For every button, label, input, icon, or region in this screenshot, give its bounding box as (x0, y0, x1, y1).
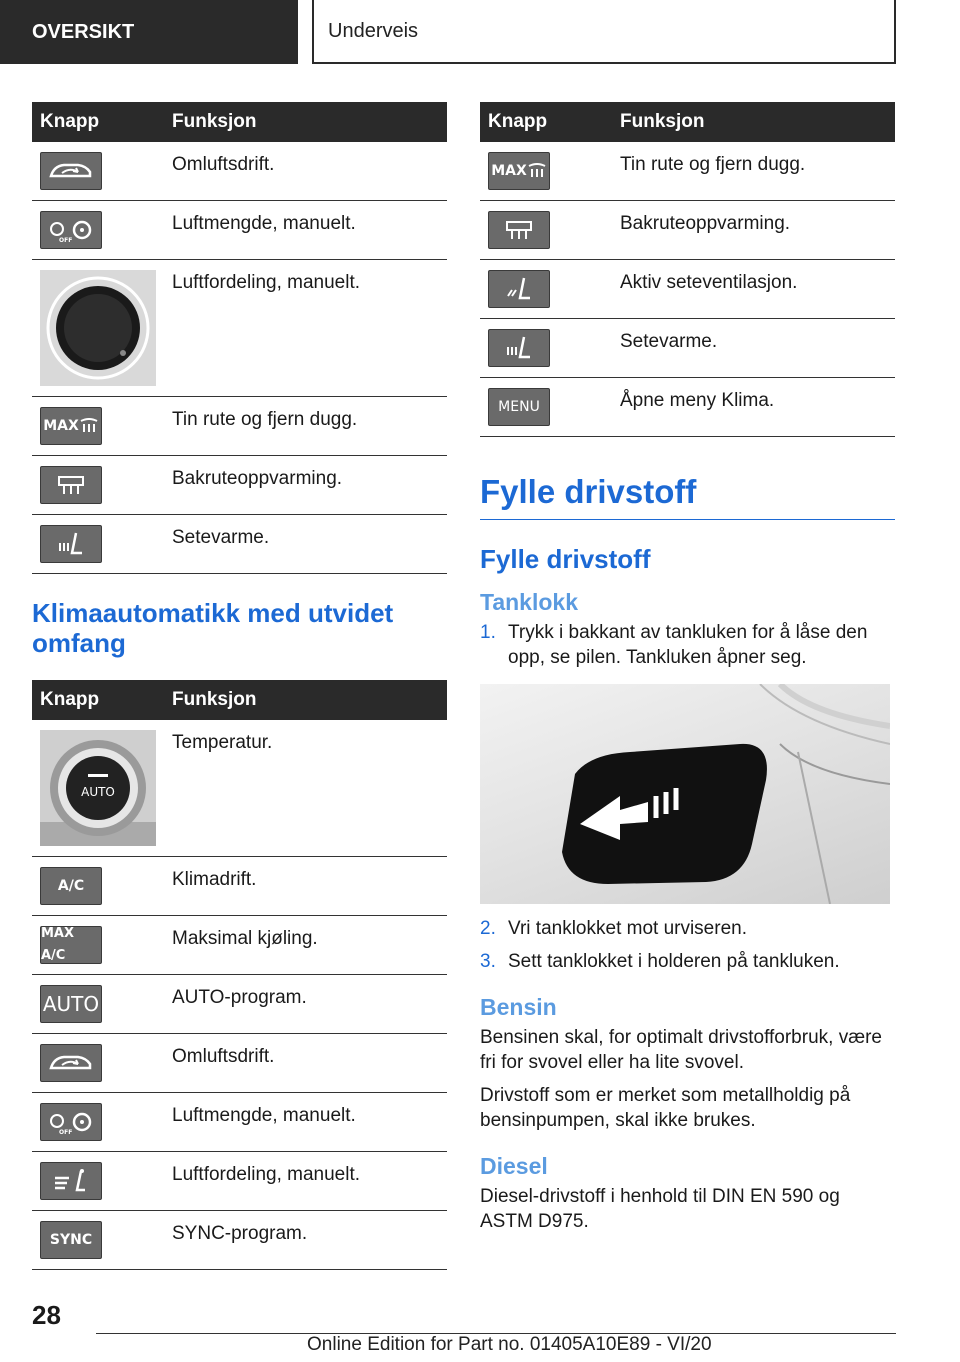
table-row (480, 201, 895, 260)
column-header-function: Funksjon (610, 102, 895, 142)
footer-edition: Online Edition for Part no. 01405A10E89 - VI/20 (307, 1334, 712, 1355)
step-text: Sett tanklokket i holderen på tankluken. (508, 951, 840, 972)
column-header-button: Knapp (480, 102, 610, 142)
extended-climate-table (32, 680, 447, 1270)
function-text: Tin rute og fjern dugg. (610, 142, 895, 201)
table-row (32, 916, 447, 975)
table-row (32, 456, 447, 515)
right-column (480, 102, 895, 1234)
auto-label: AUTO (81, 785, 115, 799)
table-row (32, 1211, 447, 1270)
max-defrost-icon (488, 152, 550, 190)
column-header-function: Funksjon (162, 680, 447, 720)
seat-ventilation-icon (488, 270, 550, 308)
subsection-heading-fuel-cap: Tanklokk (480, 589, 578, 615)
table-row (32, 515, 447, 574)
max-ac-button-icon (40, 926, 102, 964)
table-row (480, 319, 895, 378)
function-text: Maksimal kjøling. (162, 916, 447, 975)
table-row (32, 720, 447, 857)
steps-list-continued (480, 916, 895, 974)
recirculation-icon (40, 152, 102, 190)
column-header-function: Funksjon (162, 102, 447, 142)
table-row (32, 1093, 447, 1152)
table-row (32, 975, 447, 1034)
section-heading: Fylle drivstoff (480, 544, 651, 574)
function-text: Omluftsdrift. (162, 142, 447, 201)
step-number: 1. (480, 622, 496, 643)
menu-button-icon (488, 388, 550, 426)
function-text: Luftfordeling, manuelt. (162, 260, 447, 397)
function-text: Luftmengde, manuelt. (162, 201, 447, 260)
table-row (32, 857, 447, 916)
rear-defrost-icon (40, 466, 102, 504)
tab-section-label: Underveis (328, 19, 419, 42)
max-label: MAX (43, 418, 79, 434)
function-text: Bakruteoppvarming. (610, 201, 895, 260)
step-text: Trykk i bakkant av tankluken for å låse den opp, se pilen. Tankluken åpner seg. (508, 622, 868, 668)
auto-label: AUTO (42, 992, 100, 1016)
table-row (32, 1034, 447, 1093)
table-row (32, 260, 447, 397)
table-header-row (32, 680, 447, 720)
chapter-heading: Fylle drivstoff (480, 473, 895, 520)
paragraph: Drivstoff som er merket som metallholdig på bensinpumpen, skal ikke brukes. (480, 1085, 851, 1131)
subsection-heading-petrol: Bensin (480, 994, 557, 1020)
seat-heating-icon (488, 329, 550, 367)
rear-defrost-icon (488, 211, 550, 249)
paragraph: Diesel-drivstoff i henhold til DIN EN 590 og ASTM D975. (480, 1186, 840, 1232)
table-row (480, 378, 895, 437)
fan-speed-icon (40, 211, 102, 249)
svg-text:OFF: OFF (59, 237, 73, 243)
ac-label: A/C (57, 878, 85, 894)
column-header-button: Knapp (32, 680, 162, 720)
function-text: Aktiv seteventilasjon. (610, 260, 895, 319)
subsection-heading-diesel: Diesel (480, 1153, 548, 1179)
function-text: SYNC-program. (162, 1211, 447, 1270)
table-row (32, 142, 447, 201)
max-label: MAX (491, 163, 527, 179)
menu-label: MENU (498, 399, 540, 415)
tab-overview[interactable] (0, 0, 298, 64)
max-ac-label: MAX A/C (41, 926, 75, 963)
function-text: Luftmengde, manuelt. (162, 1093, 447, 1152)
function-text: Omluftsdrift. (162, 1034, 447, 1093)
function-text: Temperatur. (162, 720, 447, 857)
steps-list (480, 620, 895, 670)
function-text: Klimadrift. (162, 857, 447, 916)
function-text: Åpne meny Klima. (610, 378, 895, 437)
air-distribution-icon (40, 1162, 102, 1200)
paragraph: Bensinen skal, for optimalt drivstofforbruk, være fri for svovel eller ha lite svovel. (480, 1027, 882, 1073)
seat-heating-icon (40, 525, 102, 563)
tab-section[interactable] (312, 0, 896, 64)
max-defrost-icon (40, 407, 102, 445)
list-item (480, 949, 895, 974)
left-column (32, 102, 447, 1270)
table-row (480, 142, 895, 201)
table-header-row (32, 102, 447, 142)
fuel-flap-image (480, 684, 890, 904)
function-text: Setevarme. (162, 515, 447, 574)
climate-controls-table-2 (480, 102, 895, 437)
function-text: AUTO-program. (162, 975, 447, 1034)
list-item (480, 916, 895, 941)
list-item (480, 620, 895, 670)
svg-text:OFF: OFF (59, 1129, 73, 1135)
table-header-row (480, 102, 895, 142)
ac-button-icon (40, 867, 102, 905)
table-row (480, 260, 895, 319)
table-row (32, 201, 447, 260)
section-heading: Klimaautomatikk med utvidet omfang (32, 598, 394, 658)
step-number: 3. (480, 951, 496, 972)
page-number: 28 (32, 1300, 61, 1330)
sync-label: SYNC (49, 1232, 93, 1248)
function-text: Tin rute og fjern dugg. (162, 397, 447, 456)
recirculation-icon (40, 1044, 102, 1082)
function-text: Luftfordeling, manuelt. (162, 1152, 447, 1211)
function-text: Bakruteoppvarming. (162, 456, 447, 515)
auto-button-icon (40, 985, 102, 1023)
air-distribution-dial-icon (40, 270, 156, 386)
temperature-knob-icon (40, 730, 156, 846)
table-row (32, 1152, 447, 1211)
function-text: Setevarme. (610, 319, 895, 378)
step-text: Vri tanklokket mot urviseren. (508, 918, 747, 939)
table-row (32, 397, 447, 456)
fan-speed-icon (40, 1103, 102, 1141)
step-number: 2. (480, 918, 496, 939)
climate-controls-table (32, 102, 447, 574)
tab-overview-label: OVERSIKT (32, 20, 135, 43)
sync-button-icon (40, 1221, 102, 1259)
column-header-button: Knapp (32, 102, 162, 142)
